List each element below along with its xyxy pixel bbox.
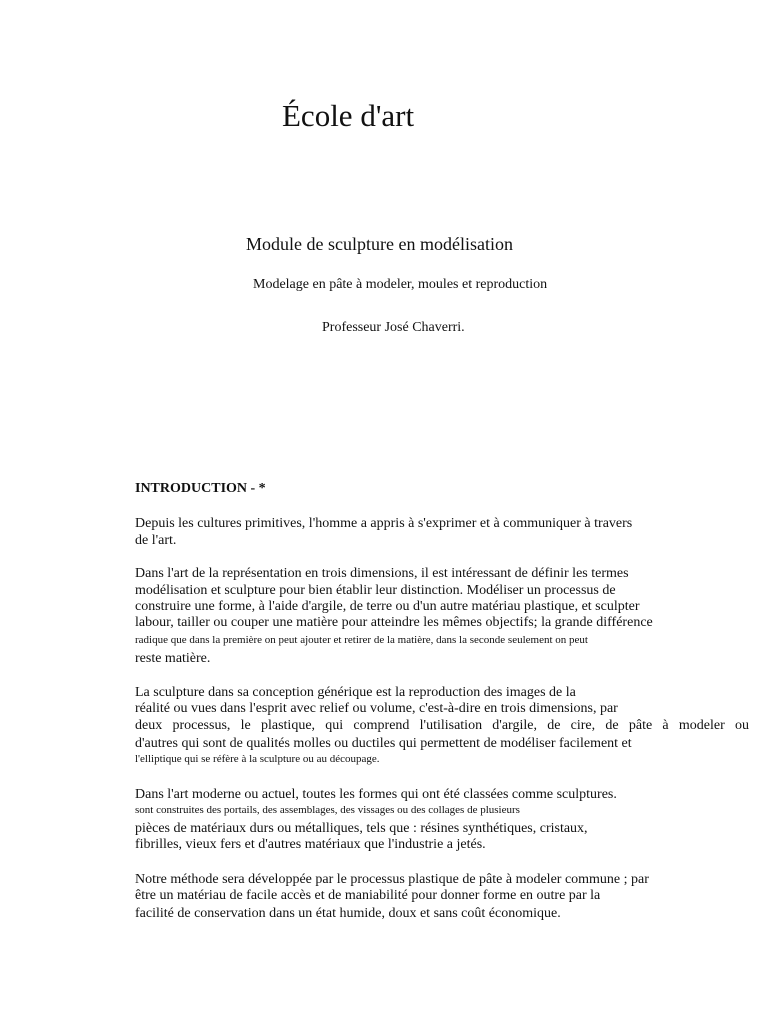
professor-name: Professeur José Chaverri. — [322, 320, 465, 335]
paragraph-3-line-1: La sculpture dans sa conception générique est la reproduction des images de la — [135, 685, 576, 700]
paragraph-1-line-2: de l'art. — [135, 533, 177, 548]
paragraph-3-line-2: réalité ou vues dans l'esprit avec relief ou volume, c'est-à-dire en trois dimensions, par — [135, 701, 618, 716]
paragraph-2-line-4: labour, tailler ou couper une matière pour atteindre les mêmes objectifs; la grande différence — [135, 615, 653, 630]
paragraph-2-line-3: construire une forme, à l'aide d'argile, de terre ou d'un autre matériau plastique, et sculpter — [135, 599, 640, 614]
paragraph-1-line-1: Depuis les cultures primitives, l'homme a appris à s'exprimer et à communiquer à travers — [135, 516, 633, 531]
paragraph-2-line-2: modélisation et sculpture pour bien établir leur distinction. Modéliser un processus de — [135, 583, 616, 598]
paragraph-4-line-2: sont construites des portails, des assemblages, des vissages ou des collages de plusieurs — [135, 804, 520, 816]
introduction-heading: INTRODUCTION - * — [135, 481, 266, 496]
document-title: École d'art — [282, 98, 415, 133]
paragraph-5-line-1: Notre méthode sera développée par le processus plastique de pâte à modeler commune ; par — [135, 872, 649, 887]
document-sub-subtitle: Modelage en pâte à modeler, moules et reproduction — [253, 277, 548, 292]
paragraph-3-line-5: l'elliptique qui se réfère à la sculpture ou au découpage. — [135, 753, 380, 765]
paragraph-3-line-4: d'autres qui sont de qualités molles ou ductiles qui permettent de modéliser facilement et — [135, 736, 632, 751]
paragraph-3-line-3: deux processus, le plastique, qui comprend l'utilisation d'argile, de cire, de pâte à modeler ou — [135, 718, 749, 733]
document-subtitle: Module de sculpture en modélisation — [246, 234, 513, 254]
paragraph-5-line-3: facilité de conservation dans un état humide, doux et sans coût économique. — [135, 906, 561, 921]
paragraph-2-line-5: radique que dans la première on peut ajouter et retirer de la matière, dans la seconde seulement on peut — [135, 634, 588, 646]
paragraph-4-line-3: pièces de matériaux durs ou métalliques, tels que : résines synthétiques, cristaux, — [135, 821, 588, 836]
paragraph-5-line-2: être un matériau de facile accès et de maniabilité pour donner forme en outre par la — [135, 888, 601, 903]
paragraph-2-line-6: reste matière. — [135, 651, 211, 666]
paragraph-4-line-1: Dans l'art moderne ou actuel, toutes les formes qui ont été classées comme sculptures. — [135, 787, 617, 802]
paragraph-2-line-1: Dans l'art de la représentation en trois dimensions, il est intéressant de définir les termes — [135, 566, 629, 581]
paragraph-4-line-4: fibrilles, vieux fers et d'autres matériaux que l'industrie a jetés. — [135, 837, 486, 852]
